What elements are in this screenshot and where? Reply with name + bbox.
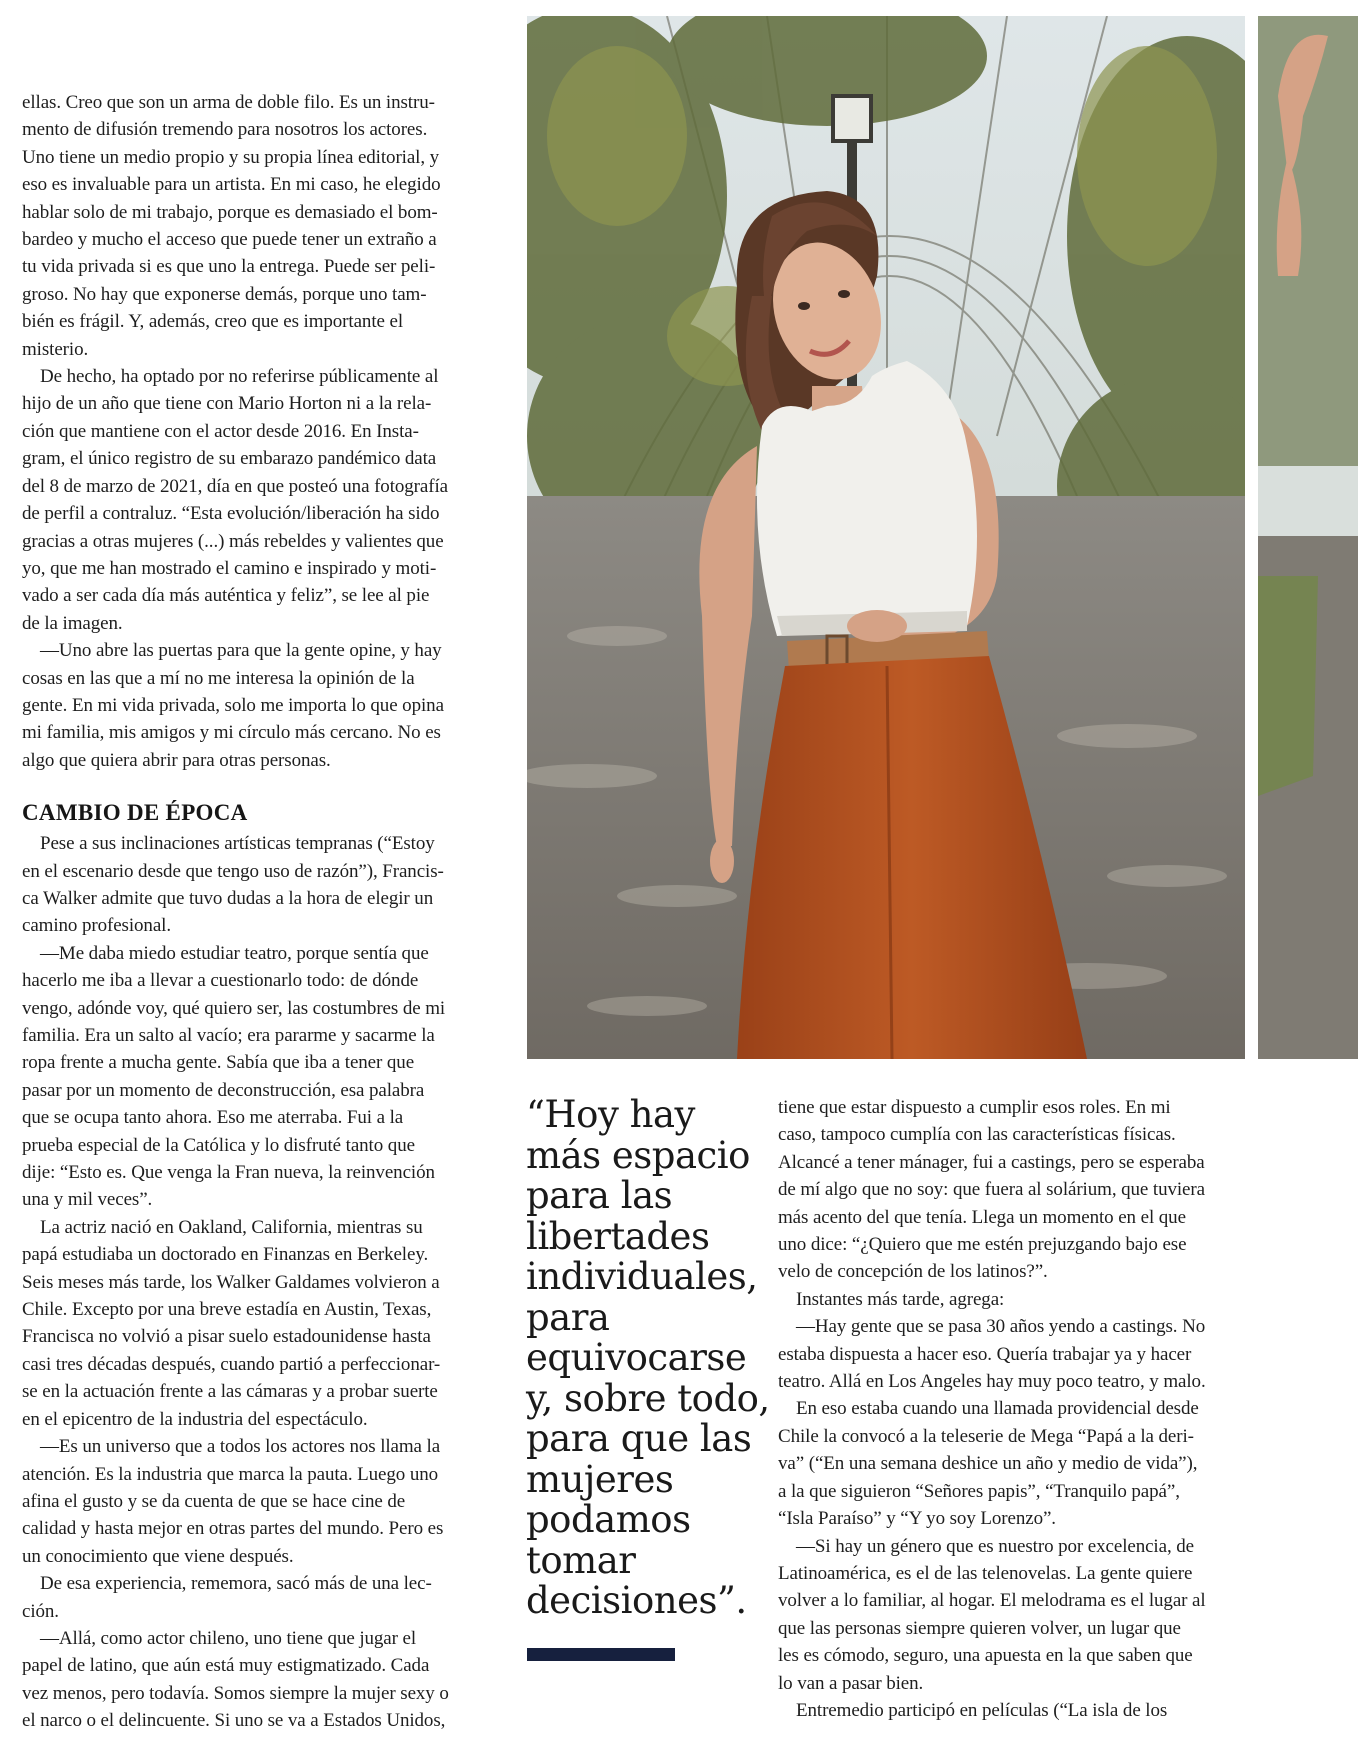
text-line: —Allá, como actor chileno, uno tiene que jugar el [40,1627,417,1649]
adjacent-photo-edge [1258,16,1358,1059]
article-column-left [22,89,500,1735]
text-line: camino profesional. [22,915,171,937]
text-line: más acento del que tenía. Llega un momento en el que [778,1206,1186,1228]
text-line: familia. Era un salto al vacío; era pararme y sacarme la [22,1025,435,1046]
text-line: Alcancé a tener mánager, fui a castings, pero se esperaba [778,1151,1205,1173]
text-line: bardeo y mucho el acceso que puede tener un extraño a [22,229,437,251]
text-line: que las personas siempre quieren volver, un lugar que [778,1617,1181,1639]
text-line: En eso estaba cuando una llamada providencial desde [796,1398,1199,1420]
text-line: velo de concepción de los latinos?”. [778,1261,1048,1283]
text-line: les es cómodo, seguro, una apuesta en la que saben que [778,1645,1193,1667]
text-line: De esa experiencia, rememora, sacó más de una lec- [40,1573,432,1595]
text-line: eso es invaluable para un artista. En mi caso, he elegido [22,174,441,196]
text-line: de perfil a contraluz. “Esta evolución/liberación ha sido [22,503,440,525]
text-line: casi tres décadas después, cuando partió a perfeccionar- [22,1353,441,1375]
text-line: en el escenario desde que tengo uso de razón”), Francis- [22,860,444,882]
text-line: —Si hay un género que es nuestro por excelencia, de [796,1535,1194,1557]
text-line: Uno tiene un medio propio y su propia línea editorial, y [22,146,440,168]
text-line: lo van a pasar bien. [778,1672,924,1694]
pull-quote-line: para las [526,1174,673,1217]
text-line: afina el gusto y se da cuenta de que se hace cine de [22,1490,406,1512]
text-line: papel de latino, que aún está muy estigmatizado. Cada [22,1655,430,1677]
text-line: bién es frágil. Y, además, creo que es importante el [22,311,403,333]
text-line: hacerlo me iba a llevar a cuestionarlo todo: de dónde [22,970,419,992]
text-line: De hecho, ha optado por no referirse públicamente al [40,366,439,388]
portrait-illustration [527,16,1245,1059]
text-line: hijo de un año que tiene con Mario Horton ni a la rela- [22,393,432,415]
text-line: teatro. Allá en Los Angeles hay muy poco teatro, y malo. [778,1371,1206,1393]
text-line: del 8 de marzo de 2021, día en que posteó una fotografía [22,475,448,497]
text-line: va” (“En una semana deshice un año y medio de vida”), [778,1453,1198,1475]
text-line: ción que mantiene con el actor desde 2016. En Insta- [22,420,419,442]
pull-quote-line: más espacio [526,1133,750,1177]
text-line: ca Walker admite que tuvo dudas a la hora de elegir un [22,887,434,909]
text-line: en el epicentro de la industria del espectáculo. [22,1408,368,1430]
pull-quote [526,1093,770,1622]
text-line: el narco o el delincuente. Si uno se va a Estados Unidos, [22,1710,446,1732]
text-line: de la imagen. [22,612,123,634]
text-line: dije: “Esto es. Que venga la Fran nueva, la reinvención [22,1162,435,1184]
text-line: a la que siguieron “Señores papis”, “Tranquilo papá”, [778,1480,1180,1502]
text-line: ción. [22,1600,59,1622]
text-line: —Uno abre las puertas para que la gente opine, y hay [40,640,442,662]
text-line: atención. Es la industria que marca la pauta. Luego uno [22,1463,439,1485]
adjacent-photo-illustration [1258,16,1358,1059]
text-line: Chile. Excepto por una breve estadía en Austin, Texas, [22,1299,432,1321]
text-line: prueba especial de la Católica y lo disfruté tanto que [22,1134,415,1156]
pull-quote-line: para [526,1295,610,1339]
text-line: tu vida privada si es que uno la entrega. Puede ser peli- [22,256,436,278]
text-line: Seis meses más tarde, los Walker Galdames volvieron a [22,1271,440,1293]
text-line: mi familia, mis amigos y mi círculo más cercano. No es [22,722,441,744]
text-line: —Me daba miedo estudiar teatro, porque sentía que [40,942,429,964]
text-line: estaba dispuesta a hacer eso. Quería trabajar ya y hacer [778,1343,1192,1365]
text-line: vez menos, pero todavía. Somos siempre la mujer sexy o [22,1682,449,1704]
pull-quote-line: y, sobre todo, [526,1376,770,1420]
pull-quote-rule [527,1648,675,1661]
text-line: papá estudiaba un doctorado en Finanzas en Berkeley. [22,1244,429,1266]
text-line: algo que quiera abrir para otras personas. [22,749,331,771]
pull-quote-line: equivocarse [526,1336,747,1379]
text-line: uno dice: “¿Quiero que me estén prejuzgando bajo ese [778,1234,1187,1256]
text-line: gente. En mi vida privada, solo me importa lo que opina [22,694,444,716]
text-line: vengo, adónde voy, qué quiero ser, las costumbres de mi [22,997,446,1019]
pull-quote-line: para que las [526,1417,752,1460]
section-heading: CAMBIO DE ÉPOCA [22,800,248,826]
text-line: yo, que me han mostrado el camino e inspirado y moti- [22,557,437,579]
text-line: hablar solo de mi trabajo, porque es demasiado el bom- [22,201,438,223]
pull-quote-line: libertades [526,1214,710,1258]
text-line: de mí algo que no soy: que fuera al solárium, que tuviera [778,1179,1205,1201]
text-line: que se ocupa tanto ahora. Eso me aterraba. Fui a la [22,1107,404,1129]
text-line: —Hay gente que se pasa 30 años yendo a castings. No [796,1316,1206,1338]
text-line: una y mil veces”. [22,1189,153,1211]
pull-quote-line: “Hoy hay [526,1093,695,1136]
text-line: un conocimiento que viene después. [22,1545,294,1567]
pull-quote-line: individuales, [526,1255,758,1298]
text-line: gram, el único registro de su embarazo pandémico data [22,448,437,470]
portrait-photo [527,16,1245,1059]
pull-quote-line: mujeres [526,1457,674,1501]
text-line: ropa frente a mucha gente. Sabía que iba a tener que [22,1052,415,1074]
text-line: mento de difusión tremendo para nosotros los actores. [22,119,428,141]
text-line: vado a ser cada día más auténtica y feliz”, se lee al pie [22,585,430,607]
text-line: Latinoamérica, es el de las telenovelas. La gente quiere [778,1562,1193,1584]
text-line: volver a lo familiar, al hogar. El melodrama es el lugar al [778,1590,1206,1612]
text-line: misterio. [22,338,89,360]
text-line: se en la actuación frente a las cámaras y a probar suerte [22,1381,438,1403]
text-line: Pese a sus inclinaciones artísticas tempranas (“Estoy [40,833,435,855]
text-line: gracias a otras mujeres (...) más rebeldes y valientes que [22,530,444,552]
text-line: calidad y hasta mejor en otras partes del mundo. Pero es [22,1518,444,1540]
text-line: cosas en las que a mí no me interesa la opinión de la [22,667,415,689]
text-line: Chile la convocó a la teleserie de Mega “Papá a la deri- [778,1425,1194,1447]
text-line: Instantes más tarde, agrega: [796,1288,1005,1310]
text-line: —Es un universo que a todos los actores nos llama la [40,1436,441,1458]
article-column-right [778,1094,1258,1724]
text-line: ellas. Creo que son un arma de doble filo. Es un instru- [22,92,435,113]
text-line: Entremedio participó en películas (“La isla de los [796,1699,1168,1721]
text-line: pasar por un momento de deconstrucción, esa palabra [22,1079,425,1101]
text-line: caso, tampoco cumplía con las características físicas. [778,1124,1176,1146]
pull-quote-line: podamos [526,1498,691,1541]
text-line: “Isla Paraíso” y “Y yo soy Lorenzo”. [778,1508,1056,1530]
text-line: groso. No hay que exponerse demás, porque uno tam- [22,283,427,305]
text-line: tiene que estar dispuesto a cumplir esos roles. En mi [778,1097,1171,1118]
pull-quote-line: tomar [526,1538,636,1582]
text-line: Francisca no volvió a pisar suelo estadounidense hasta [22,1326,431,1348]
pull-quote-line: decisiones”. [526,1579,747,1622]
text-line: La actriz nació en Oakland, California, mientras su [40,1216,423,1238]
